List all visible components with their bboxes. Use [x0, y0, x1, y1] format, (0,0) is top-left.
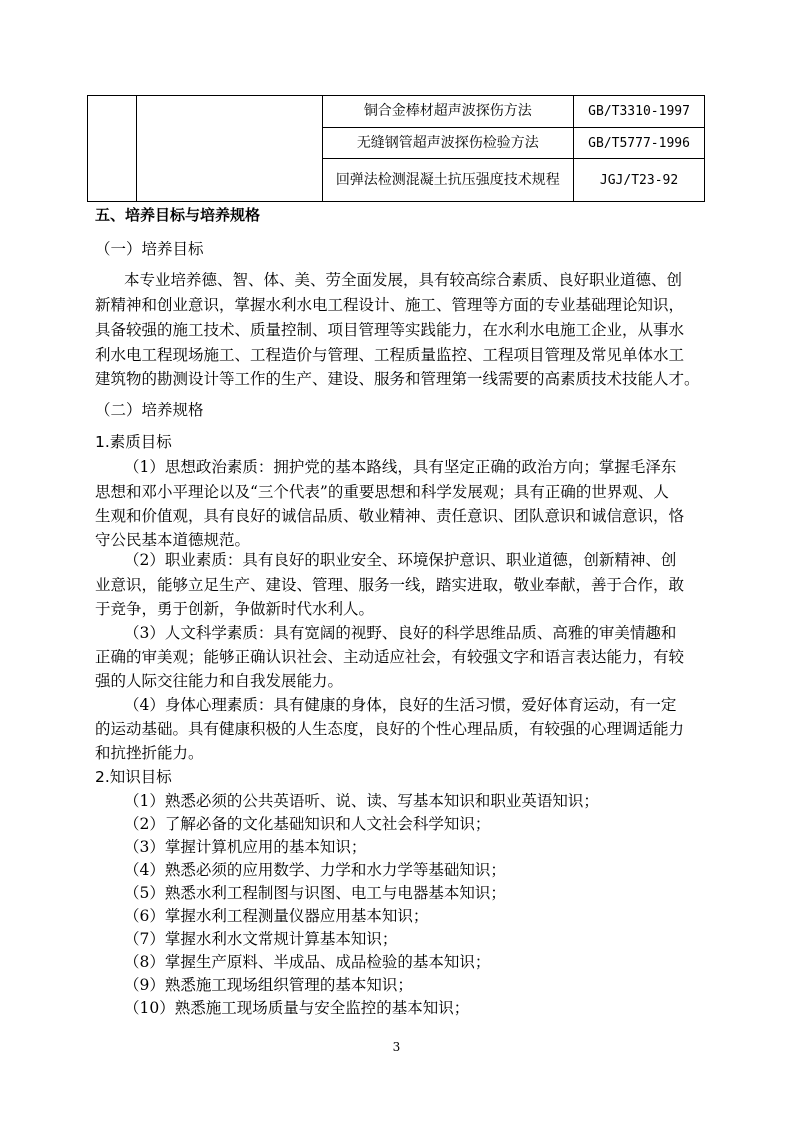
knowledge-item: （10）熟悉施工现场质量与安全监控的基本知识；	[124, 999, 470, 1017]
goal-heading: （一）培养目标	[95, 240, 204, 258]
goal-line: 具备较强的施工技术、质量控制、项目管理等实践能力，在水利水电施工企业，从事水	[95, 321, 685, 339]
quality-line: （4）身体心理素质：具有健康的身体，良好的生活习惯，爱好体育运动，有一定	[124, 696, 677, 714]
quality-line: 生观和价值观，具有良好的诚信品质、敬业精神、责任意识、团队意识和诚信意识，恪	[95, 507, 685, 525]
table-cell-standard: JGJ/T23-92	[574, 159, 705, 202]
table-cell-method: 铜合金棒材超声波探伤方法	[322, 96, 574, 128]
knowledge-item: （3）掌握计算机应用的基本知识；	[124, 838, 367, 856]
quality-line: （1）思想政治素质：拥护党的基本路线，具有坚定正确的政治方向；掌握毛泽东	[124, 458, 677, 476]
quality-line: 守公民基本道德规范。	[95, 531, 251, 549]
quality-line: 业意识，能够立足生产、建设、管理、服务一线，踏实进取，敬业奉献，善于合作，敢	[95, 576, 685, 594]
knowledge-item: （7）掌握水利水文常规计算基本知识；	[124, 930, 398, 948]
table-cell-method: 回弹法检测混凝土抗压强度技术规程	[322, 159, 574, 202]
table-cell-standard: GB/T3310-1997	[574, 96, 705, 128]
table-cell-empty	[88, 96, 137, 202]
goal-line: 新精神和创业意识，掌握水利水电工程设计、施工、管理等方面的专业基础理论知识，	[95, 296, 685, 314]
knowledge-item: （6）掌握水利工程测量仪器应用基本知识；	[124, 907, 429, 925]
quality-line: 的运动基础。具有健康积极的人生态度，良好的个性心理品质，有较强的心理调适能力	[95, 720, 685, 738]
goal-line: 利水电工程现场施工、工程造价与管理、工程质量监控、工程项目管理及常见单体水工	[95, 346, 685, 364]
section-title: 五、培养目标与培养规格	[95, 206, 261, 224]
knowledge-item: （1）熟悉必须的公共英语听、说、读、写基本知识和职业英语知识；	[124, 792, 599, 810]
spec-heading: （二）培养规格	[95, 401, 204, 419]
quality-line: 正确的审美观；能够正确认识社会、主动适应社会，有较强文字和语言表达能力，有较	[95, 648, 685, 666]
table-cell-empty	[136, 96, 322, 202]
goal-line: 建筑物的勘测设计等工作的生产、建设、服务和管理第一线需要的高素质技术技能人才。	[95, 370, 700, 388]
quality-heading: 1.素质目标	[95, 433, 172, 451]
quality-line: 和抗挫折能力。	[95, 744, 204, 762]
table-cell-standard: GB/T5777-1996	[574, 128, 705, 159]
table-cell-method: 无缝钢管超声波探伤检验方法	[322, 128, 574, 159]
quality-line: 于竞争，勇于创新，争做新时代水利人。	[95, 600, 375, 618]
knowledge-item: （2）了解必备的文化基础知识和人文社会科学知识；	[124, 815, 491, 833]
goal-line: 本专业培养德、智、体、美、劳全面发展，具有较高综合素质、良好职业道德、创	[124, 271, 683, 289]
standards-table	[87, 95, 705, 202]
quality-line: 强的人际交往能力和自我发展能力。	[95, 672, 344, 690]
knowledge-item: （9）熟悉施工现场组织管理的基本知识；	[124, 976, 413, 994]
quality-line: （3）人文科学素质：具有宽阔的视野、良好的科学思维品质、高雅的审美情趣和	[124, 624, 677, 642]
knowledge-item: （4）熟悉必须的应用数学、力学和水力学等基础知识；	[124, 861, 506, 879]
page-number: 3	[392, 1040, 401, 1054]
knowledge-heading: 2.知识目标	[95, 768, 172, 786]
table-row	[88, 96, 705, 128]
knowledge-item: （5）熟悉水利工程制图与识图、电工与电器基本知识；	[124, 884, 506, 902]
quality-line: 思想和邓小平理论以及“三个代表”的重要思想和科学发展观；具有正确的世界观、人	[95, 483, 669, 501]
quality-line: （2）职业素质：具有良好的职业安全、环境保护意识、职业道德，创新精神、创	[124, 551, 677, 569]
knowledge-item: （8）掌握生产原料、半成品、成品检验的基本知识；	[124, 953, 491, 971]
